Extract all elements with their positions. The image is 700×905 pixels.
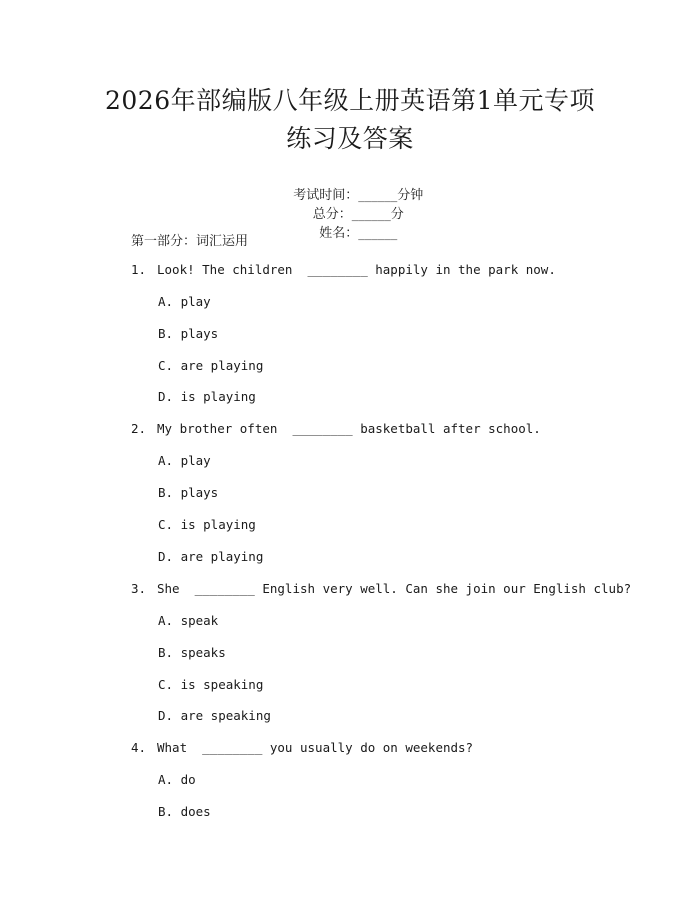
question-3-option-a: A. speak bbox=[158, 613, 219, 628]
question-text: Look! The children ________ happily in the park now. bbox=[157, 262, 556, 277]
question-2 bbox=[131, 421, 541, 436]
question-number: 4. bbox=[131, 740, 147, 755]
question-2-option-a: A. play bbox=[158, 453, 211, 468]
question-2-option-b: B. plays bbox=[158, 485, 219, 500]
exam-name: 姓名：______ bbox=[319, 226, 398, 241]
question-4-option-b: B. does bbox=[158, 804, 211, 819]
question-3 bbox=[131, 581, 631, 596]
question-1-option-a: A. play bbox=[158, 294, 211, 309]
document-title bbox=[0, 82, 700, 158]
question-2-option-c: C. is playing bbox=[158, 517, 256, 532]
question-text: She ________ English very well. Can she join our English club? bbox=[157, 581, 632, 596]
question-number: 2. bbox=[131, 421, 147, 436]
question-number: 1. bbox=[131, 262, 147, 277]
question-3-option-d: D. are speaking bbox=[158, 708, 271, 723]
question-1-option-b: B. plays bbox=[158, 326, 219, 341]
question-3-option-b: B. speaks bbox=[158, 645, 226, 660]
question-4 bbox=[131, 740, 473, 755]
question-1-option-c: C. are playing bbox=[158, 358, 264, 373]
question-4-option-a: A. do bbox=[158, 772, 196, 787]
question-3-option-c: C. is speaking bbox=[158, 677, 264, 692]
section-heading: 第一部分：词汇运用 bbox=[131, 234, 249, 249]
question-number: 3. bbox=[131, 581, 147, 596]
exam-time: 考试时间：______分钟 bbox=[293, 188, 424, 203]
question-1 bbox=[131, 262, 556, 277]
exam-meta bbox=[0, 169, 700, 256]
question-text: My brother often ________ basketball after school. bbox=[157, 421, 541, 436]
title-line-2: 练习及答案 bbox=[286, 124, 414, 153]
question-text: What ________ you usually do on weekends? bbox=[157, 740, 474, 755]
title-line-1: 2026年部编版八年级上册英语第1单元专项 bbox=[104, 86, 596, 115]
question-1-option-d: D. is playing bbox=[158, 389, 256, 404]
question-2-option-d: D. are playing bbox=[158, 549, 264, 564]
exam-score: 总分：______分 bbox=[312, 207, 404, 222]
